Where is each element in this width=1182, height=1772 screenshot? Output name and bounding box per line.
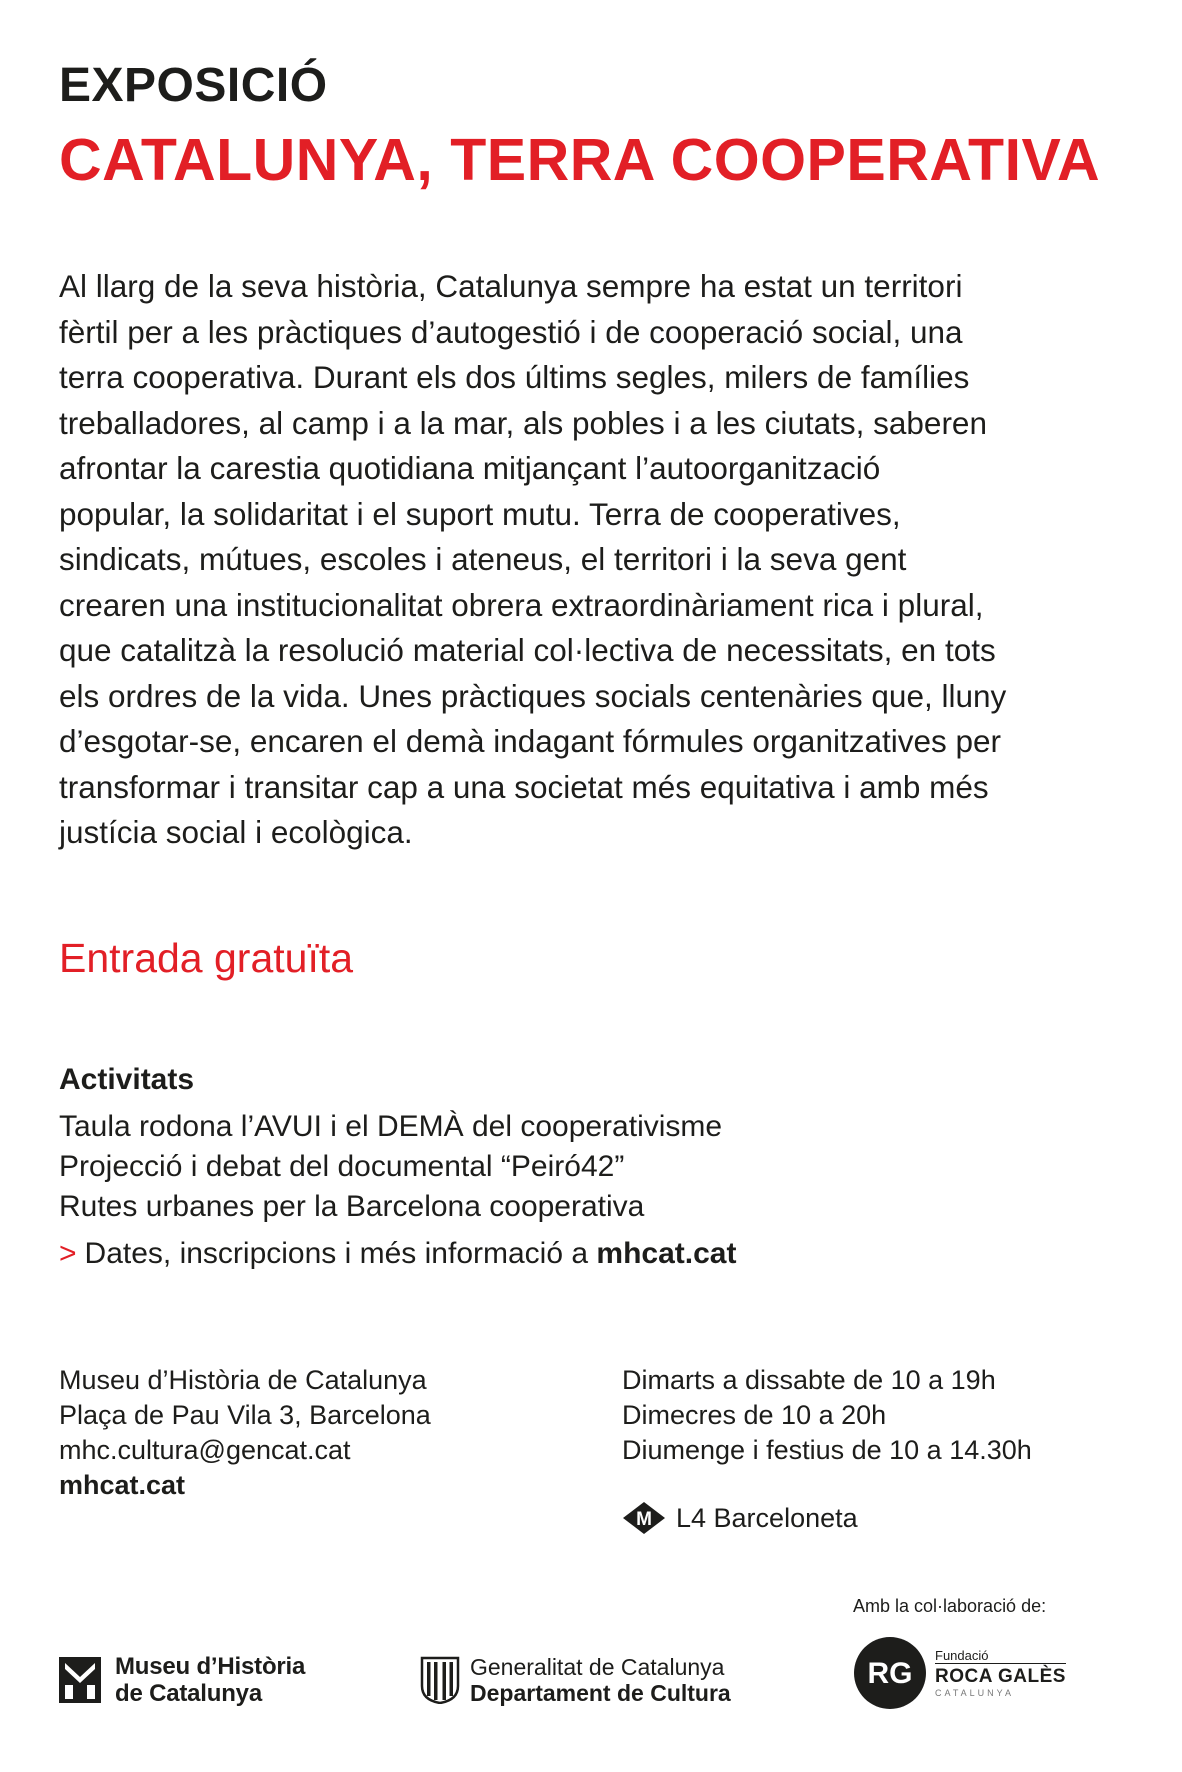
more-info-text: Dates, inscripcions i més informació a [84, 1237, 589, 1270]
roca-gales-line2: ROCA GALÈS [935, 1663, 1066, 1688]
intro-line: fèrtil per a les pràctiques d’autogestió i de cooperació social, una [59, 313, 963, 350]
chevron-right-icon: > [59, 1237, 77, 1270]
activity-item: Taula rodona l’AVUI i el DEMÀ del cooperativisme [59, 1110, 723, 1143]
more-info-link[interactable]: mhcat.cat [596, 1237, 737, 1270]
mhc-logo-line1: Museu d’Història [115, 1653, 306, 1680]
intro-line: sindicats, mútues, escoles i ateneus, el territori i la seva gent [59, 541, 907, 577]
hours-line: Dimarts a dissabte de 10 a 19h [622, 1365, 996, 1395]
museum-email[interactable]: mhc.cultura@gencat.cat [59, 1435, 351, 1465]
museum-website[interactable]: mhcat.cat [59, 1470, 186, 1500]
hours-line: Diumenge i festius de 10 a 14.30h [622, 1435, 1032, 1465]
roca-gales-mark-icon [853, 1636, 927, 1710]
gencat-logo-line2: Departament de Cultura [470, 1680, 731, 1706]
svg-text:RG: RG [867, 1657, 913, 1690]
gencat-shield-icon [420, 1656, 460, 1704]
intro-line: terra cooperativa. Durant els dos últims segles, milers de famílies [59, 359, 970, 395]
intro-line: els ordres de la vida. Unes pràctiques socials centenàries que, lluny [59, 677, 1007, 714]
intro-line: popular, la solidaritat i el suport mutu. Terra de cooperatives, [59, 495, 901, 532]
activity-item: Projecció i debat del documental “Peiró42” [59, 1150, 625, 1183]
roca-gales-logo [853, 1636, 1066, 1710]
metro-icon [622, 1501, 666, 1535]
activities-list [59, 1107, 722, 1227]
intro-line: transformar i transitar cap a una societat més equitativa i amb més [59, 768, 989, 805]
intro-line: justícia social i ecològica. [59, 814, 413, 850]
address-block [59, 1363, 431, 1503]
more-info-line [59, 1237, 736, 1271]
intro-line: treballadores, al camp i a la mar, als pobles i a les ciutats, saberen [59, 404, 987, 441]
roca-gales-line1: Fundació [935, 1648, 989, 1663]
activity-item: Rutes urbanes per la Barcelona cooperativa [59, 1190, 645, 1223]
museum-street: Plaça de Pau Vila 3, Barcelona [59, 1400, 431, 1430]
collaboration-label: Amb la col·laboració de: [853, 1596, 1047, 1616]
exhibition-kicker: EXPOSICIÓ [59, 59, 328, 112]
mhc-logo-line2: de Catalunya [115, 1680, 262, 1707]
intro-paragraph [59, 264, 1139, 856]
metro-info [622, 1501, 858, 1535]
metro-line-label: L4 Barceloneta [676, 1502, 858, 1533]
svg-text:M: M [636, 1509, 652, 1530]
roca-gales-line3: CATALUNYA [935, 1688, 1015, 1698]
museum-name: Museu d’Història de Catalunya [59, 1365, 427, 1395]
free-entry-label: Entrada gratuïta [59, 935, 354, 981]
intro-line: d’esgotar-se, encaren el demà indagant fórmules organitzatives per [59, 723, 1002, 759]
intro-line: que catalitzà la resolució material col·lectiva de necessitats, en tots [59, 632, 996, 668]
opening-hours [622, 1363, 1032, 1468]
hours-line: Dimecres de 10 a 20h [622, 1400, 887, 1430]
intro-line: Al llarg de la seva història, Catalunya sempre ha estat un territori [59, 268, 963, 304]
activities-heading: Activitats [59, 1063, 195, 1096]
mhc-mark-icon [59, 1657, 101, 1703]
intro-line: crearen una institucionalitat obrera extraordinàriament rica i plural, [59, 586, 984, 623]
mhc-logo [59, 1653, 305, 1707]
intro-line: afrontar la carestia quotidiana mitjançant l’autoorganització [59, 450, 881, 486]
gencat-logo [420, 1654, 731, 1706]
gencat-logo-line1: Generalitat de Catalunya [470, 1654, 725, 1680]
exhibition-title: CATALUNYA, TERRA COOPERATIVA [59, 127, 1101, 193]
